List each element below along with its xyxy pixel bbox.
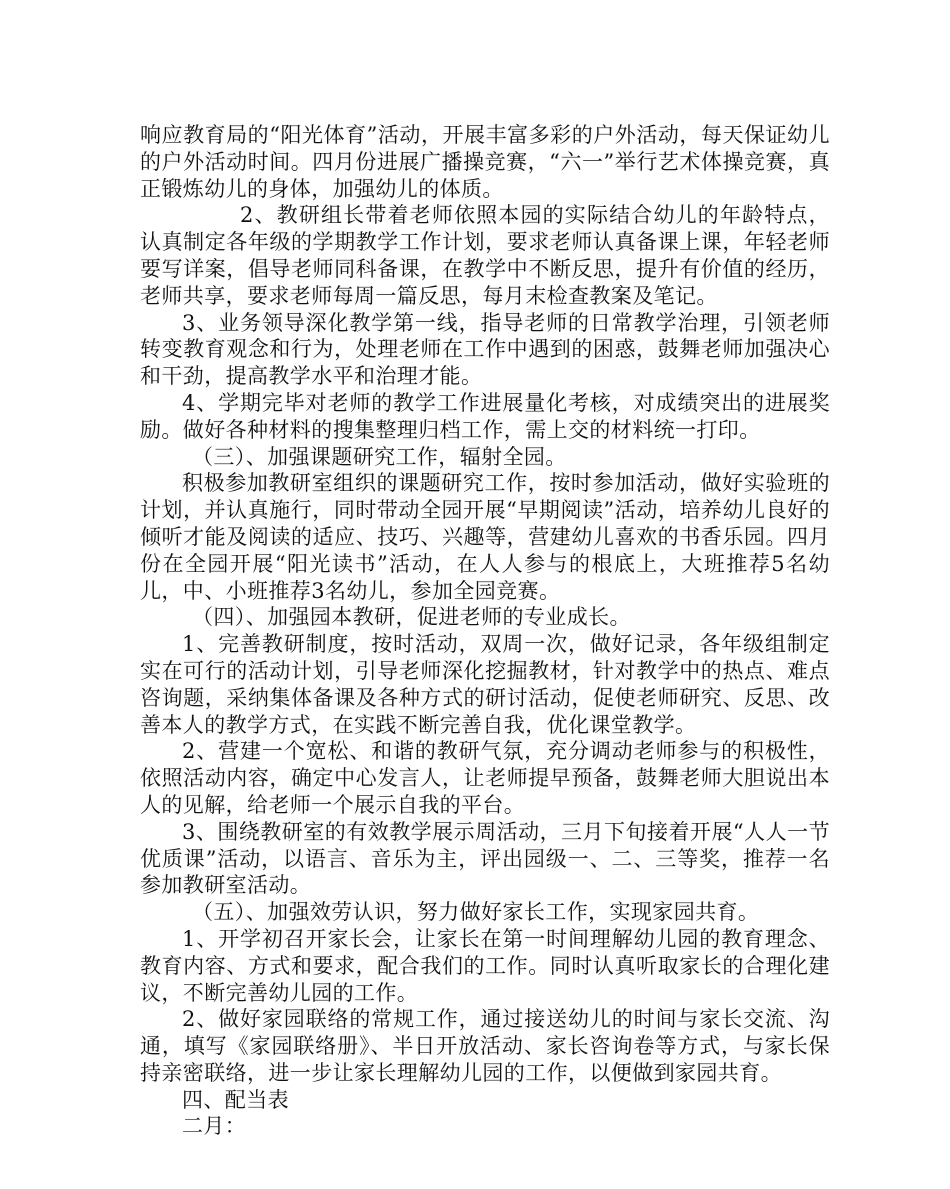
paragraph-item-3-leadership: 3、业务领导深化教学第一线，指导老师的日常教学治理，引领老师转变教育观念和行为，处理老师在工作中遇到的困惑，鼓舞老师加强决心和干劲，提高教学水平和治理才能。	[140, 310, 830, 389]
paragraph-item-2-atmosphere: 2、营建一个宽松、和谐的教研气氛，充分调动老师参与的积极性，依照活动内容，确定中心发言人，让老师提早预备，鼓舞老师大胆说出本人的见解，给老师一个展示自我的平台。	[140, 739, 830, 817]
schedule-month-february: 二月：	[182, 1114, 247, 1139]
section-heading-3: （三）、加强课题研究工作，辐射全园。	[192, 444, 567, 469]
section-heading-schedule: 四、配当表	[182, 1087, 289, 1112]
paragraph-item-3-showcase-week: 3、围绕教研室的有效教学展示周活动，三月下旬接着开展“人人一节优质课”活动，以语言、音乐为主，评出园级一、二、三等奖，推荐一名参加教研室活动。	[140, 819, 830, 898]
paragraph-item-1-parent-meeting: 1、开学初召开家长会，让家长在第一时间理解幼儿园的教育理念、教育内容、方式和要求，配合我们的工作。同时认真听取家长的合理化建议，不断完善幼儿园的工作。	[140, 926, 830, 1005]
paragraph-research-work: 积极参加教研室组织的课题研究工作，按时参加活动，做好实验班的计划，并认真施行，同时带动全园开展“早期阅读”活动，培养幼儿良好的倾听才能及阅读的适应、技巧、兴趣等，营建幼儿喜欢的书香乐园。四月份在全园开展“阳光读书”活动，在人人参与的根底上，大班推荐5名幼儿，中、小班推荐3名幼儿，参加全园竞赛。	[140, 471, 830, 603]
section-heading-4: （四）、加强园本教研，促进老师的专业成长。	[192, 605, 631, 630]
paragraph-item-2-teaching-plan: 2、教研组长带着老师依照本园的实际结合幼儿的年龄特点，认真制定各年级的学期教学工作计划，要求老师认真备课上课，年轻老师要写详案，倡导老师同科备课，在教学中不断反思，提升有价值的经历，老师共享，要求老师每周一篇反思，每月末检查教案及笔记。	[140, 203, 830, 308]
paragraph-item-2-home-contact: 2、做好家园联络的常规工作，通过接送幼儿的时间与家长交流、沟通，填写《家园联络册》、半日开放活动、家长咨询卷等方式，与家长保持亲密联络，进一步让家长理解幼儿园的工作，以便做到家园共育。	[140, 1007, 830, 1085]
document-body	[140, 122, 830, 1140]
paragraph-sunshine-sports: 响应教育局的“阳光体育”活动，开展丰富多彩的户外活动，每天保证幼儿的户外活动时间。四月份进展广播操竞赛，“六一”举行艺术体操竞赛，真正锻炼幼儿的身体，加强幼儿的体质。	[140, 123, 830, 201]
paragraph-item-4-assessment: 4、学期完毕对老师的教学工作进展量化考核，对成绩突出的进展奖励。做好各种材料的搜集整理归档工作，需上交的材料统一打印。	[140, 390, 830, 442]
section-heading-5: （五）、加强效劳认识，努力做好家长工作，实现家园共育。	[192, 900, 760, 925]
paragraph-item-1-research-system: 1、完善教研制度，按时活动，双周一次，做好记录，各年级组制定实在可行的活动计划，引导老师深化挖掘教材，针对教学中的热点、难点咨询题，采纳集体备课及各种方式的研讨活动，促使老师研究、反思、改善本人的教学方式，在实践不断完善自我，优化课堂教学。	[140, 632, 830, 737]
